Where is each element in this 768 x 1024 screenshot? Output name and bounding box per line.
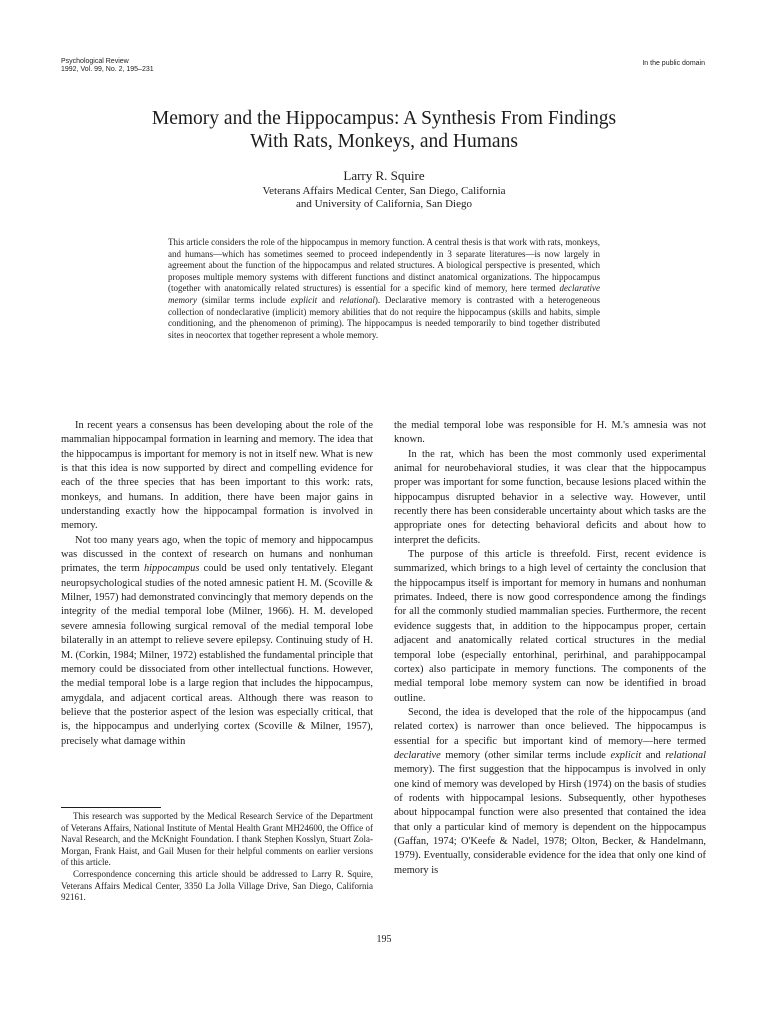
funding-note: This research was supported by the Medical Research Service of the Department of Veterans Affairs, National Institute of Mental Health Grant MH24600, the Office of Naval Research, and the McKnight Foundation. I thank Stephen Kosslyn, Stuart Zola-Morgan, Frank Haist, and Gail Musen for their helpful comments on earlier versions of this article. <box>61 811 373 868</box>
title-line-1: Memory and the Hippocampus: A Synthesis From Findings <box>151 108 617 129</box>
body-paragraph: the medial temporal lobe was responsible for H. M.'s amnesia was not known. <box>394 420 706 446</box>
right-column <box>394 419 706 878</box>
left-column <box>61 419 373 749</box>
journal-name: Psychological Review <box>61 58 129 65</box>
copyright-note: In the public domain <box>642 60 705 67</box>
author-affiliation <box>60 185 708 211</box>
affiliation-line-2: and University of California, San Diego <box>296 198 472 210</box>
page-number: 195 <box>376 934 392 945</box>
correspondence-note: Correspondence concerning this article should be addressed to Larry R. Squire, Veterans Affairs Medical Center, 3350 La Jolla Village Drive, San Diego, California 92161. <box>61 868 373 903</box>
title-line-2: With Rats, Monkeys, and Humans <box>250 131 518 152</box>
journal-volume: 1992, Vol. 99, No. 2, 195–231 <box>61 66 154 73</box>
body-paragraph: In the rat, which has been the most commonly used experimental animal for neurobehavioral studies, it was clear that the hippocampus proper was important for some function, because lesions placed within the hippocampus disrupted behavior in a selective way. However, until recently there has been considerable uncertainty about which tasks are the appropriate ones for detecting behavioral deficits and about how to interpret the deficits. <box>394 448 706 546</box>
author-name: Larry R. Squire <box>343 168 425 183</box>
affiliation-line-1: Veterans Affairs Medical Center, San Diego, California <box>262 185 506 197</box>
body-paragraph: The purpose of this article is threefold. First, recent evidence is summarized, which brings to a high level of certainty the conclusion that the hippocampus itself is important for memory in humans and nonhuman primates. Indeed, there is now good correspondence among the findings for all the commonly studied mammalian species. Furthermore, the recent evidence suggests that, in addition to the hippocampus proper, certain adjacent and anatomically related cortical structures in the medial temporal lobe (especially entorhinal, perirhinal, and parahippocampal cortex) also participate in memory functions. The components of the medial temporal lobe memory system can now be identified in broad outline. <box>394 549 706 704</box>
article-title <box>60 107 708 153</box>
body-paragraph: Second, the idea is developed that the role of the hippocampus (and related cortex) is narrower than once believed. The hippocampus is essential for a specific but important kind of memory—here termed declarative memory (other similar terms include explicit and relational memory). The first suggestion that the hippocampus is involved in only one kind of memory was developed by Hirsh (1974) on the basis of studies of rodents with hippocampal lesions. Subsequently, other hypotheses about hippocampal function were also presented that contained the idea that only a particular kind of memory is dependent on the hippocampus (Gaffan, 1974; O'Keefe & Nadel, 1978; Olton, Becker, & Handelmann, 1979). Eventually, considerable evidence for the idea that only one kind of memory is <box>394 706 706 876</box>
body-paragraph: In recent years a consensus has been developing about the role of the mammalian hippocampal formation in learning and memory. The idea that the hippocampus is important for memory is not in itself new. What is new is that this idea is now supported by direct and compelling evidence for each of the three species that has been important to this work: rats, monkeys, and humans. In addition, there have been major gains in understanding exactly how the hippocampal formation is involved in memory. <box>61 420 373 532</box>
journal-citation <box>61 58 154 74</box>
footnote-divider <box>61 807 161 808</box>
abstract: This article considers the role of the hippocampus in memory function. A central thesis is that work with rats, monkeys, and humans—which has sometimes seemed to proceed independently in 3 separate literatures—is now largely in agreement about the function of the hippocampus and related structures. A biological perspective is presented, which proposes multiple memory systems with different functions and distinct anatomical organizations. The hippocampus (together with anatomically related structures) is essential for a specific kind of memory, here termed declarative memory (similar terms include explicit and relational). Declarative memory is contrasted with a heterogeneous collection of nondeclarative (implicit) memory abilities that do not require the hippocampus (skills and habits, simple conditioning, and the phenomenon of priming). The hippocampus is needed temporarily to bind together distributed sites in neocortex that together represent a whole memory. <box>168 237 600 340</box>
footnotes <box>61 811 373 904</box>
body-paragraph: Not too many years ago, when the topic of memory and hippocampus was discussed in the context of research on humans and nonhuman primates, the term hippocampus could be used only tentatively. Elegant neuropsychological studies of the noted amnesic patient H. M. (Scoville & Milner, 1957) had demonstrated convincingly that memory depends on the integrity of the medial temporal lobe (Milner, 1966). H. M. developed severe amnesia following surgical removal of the medial temporal lobe bilaterally in an attempt to relieve severe epilepsy. Continuing study of H. M. (Corkin, 1984; Milner, 1972) established the fundamental principle that memory could be dissociated from other intellectual functions. However, the medial temporal lobe is a large region that includes the hippocampus, amygdala, and adjacent cortical areas. Although there was reason to believe that the posterior aspect of the lesion was especially critical, that is, the hippocampus and underlying cortex (Scoville & Milner, 1957), precisely what damage within <box>61 534 374 747</box>
